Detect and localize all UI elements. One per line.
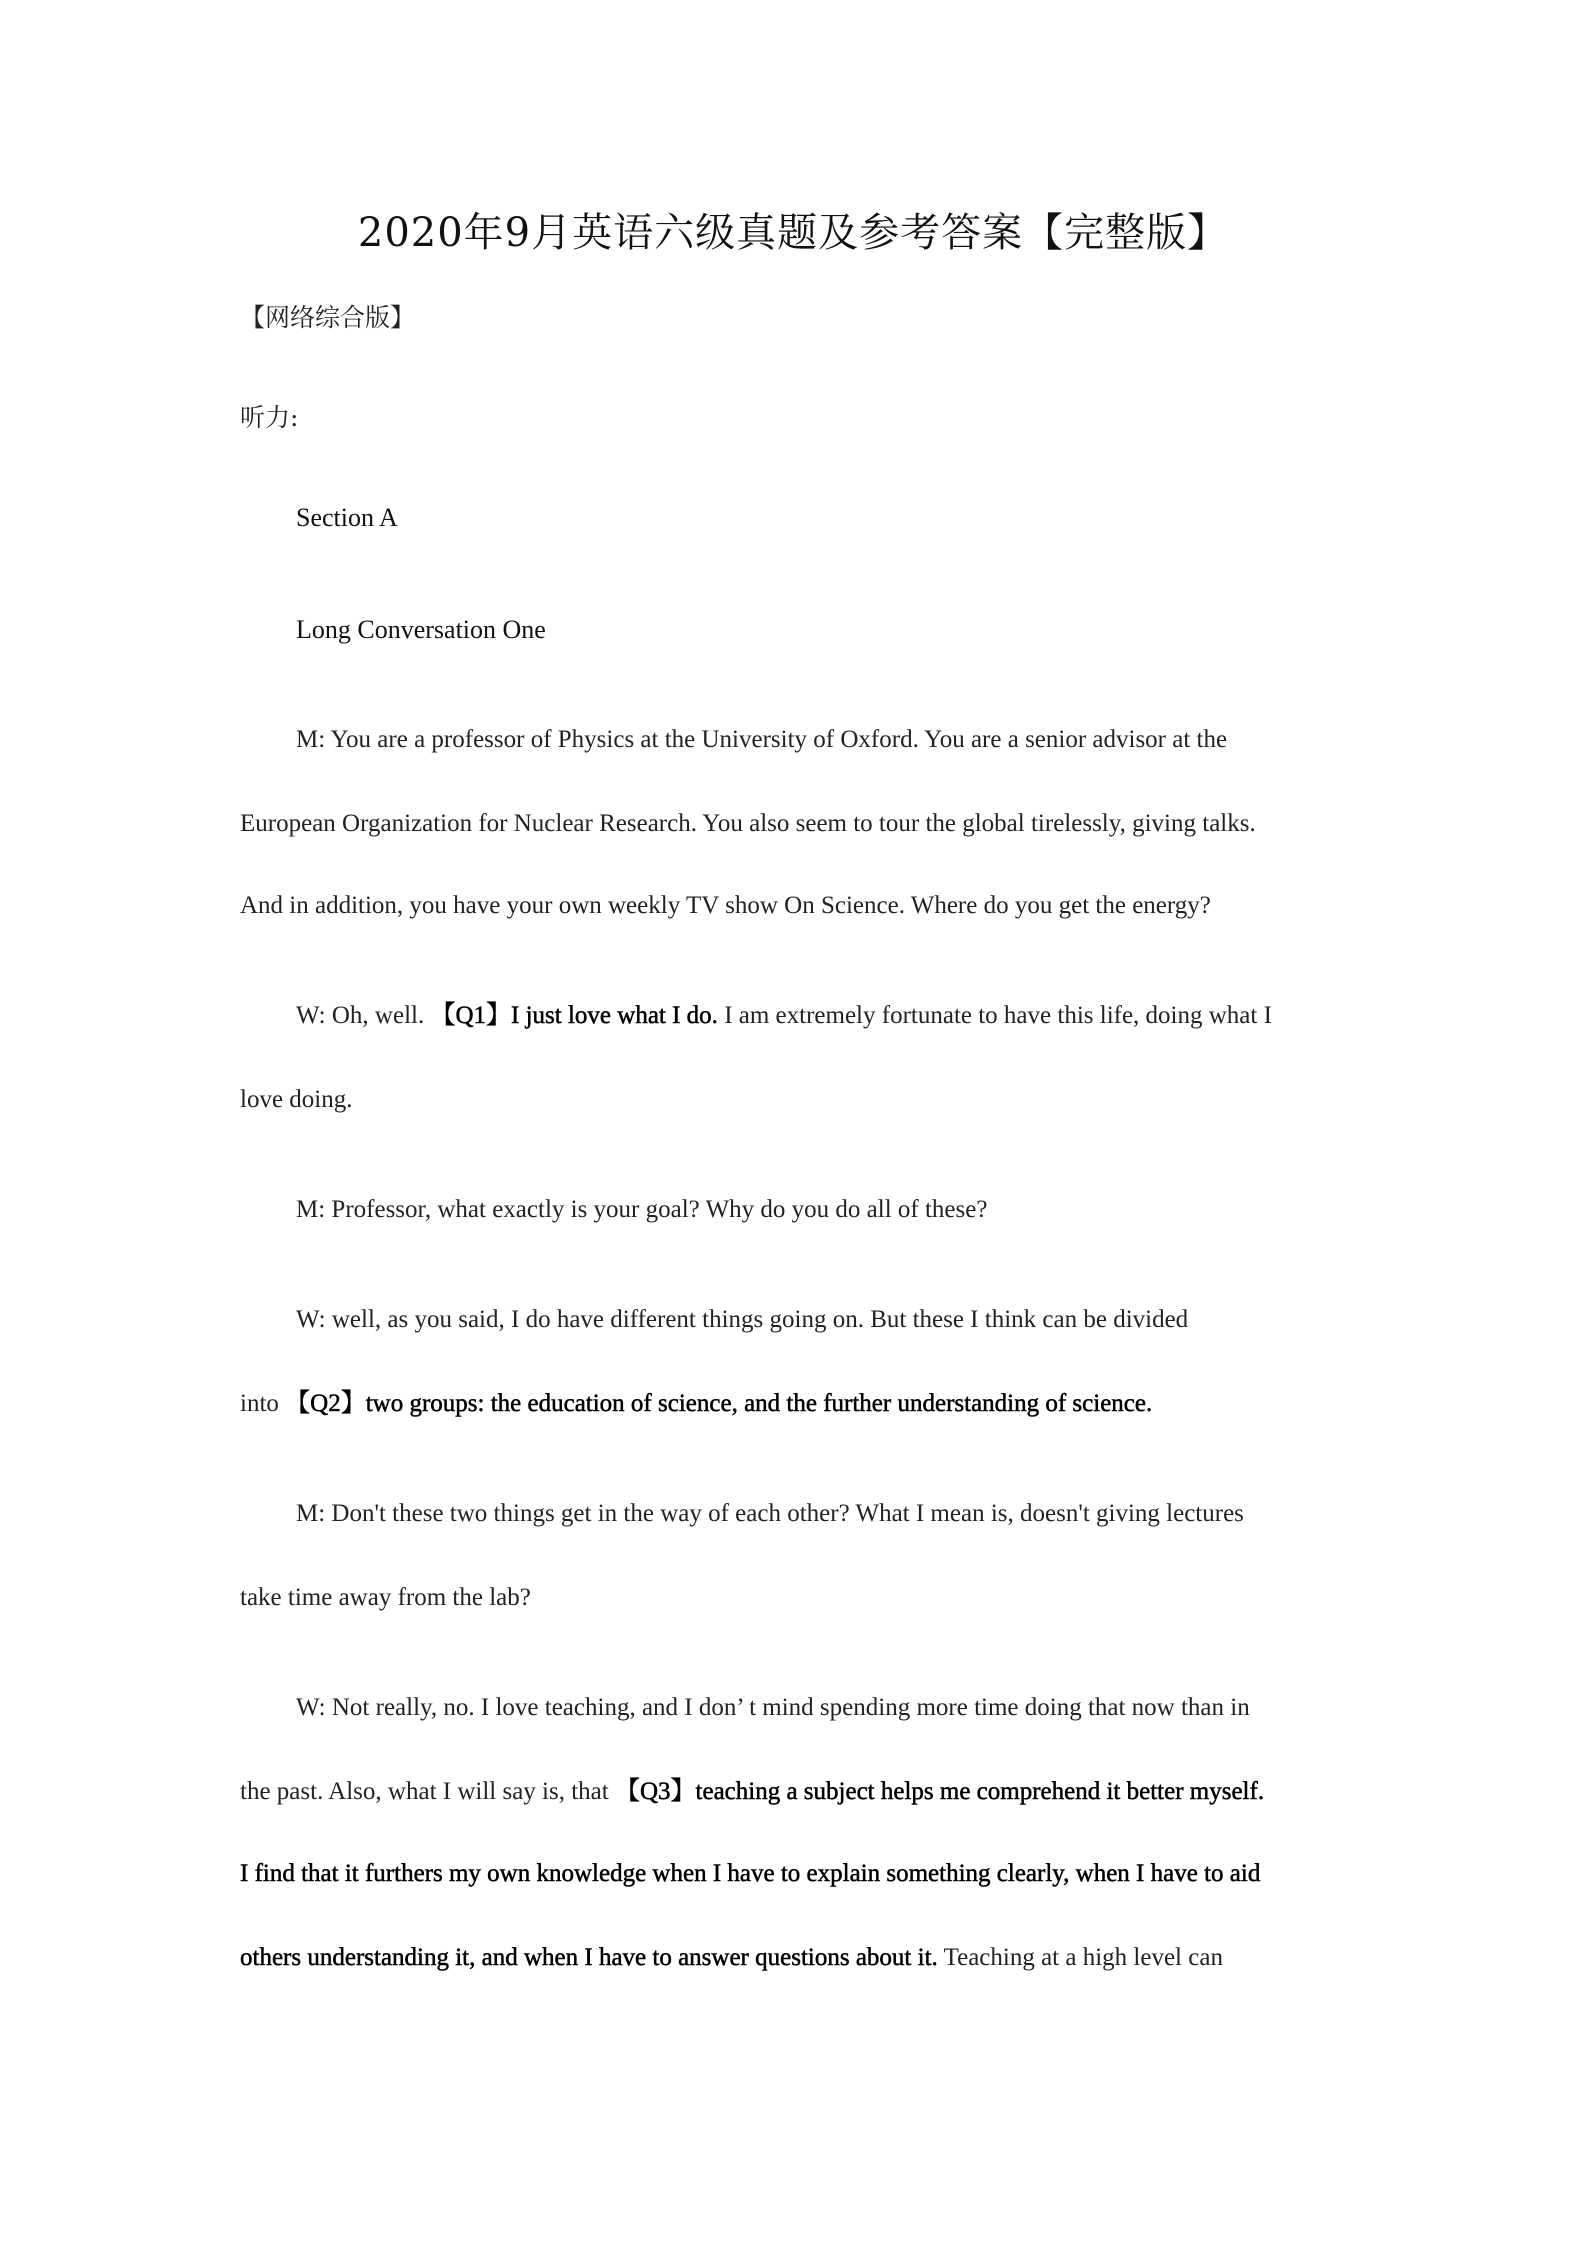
- text-run: I am extremely fortunate to have this life, doing what I: [717, 1002, 1272, 1029]
- section-heading: Section A: [296, 503, 398, 532]
- paragraph-line: [240, 1386, 1360, 1422]
- paragraph-line: W: well, as you said, I do have different things going on. But these I think can be divided: [296, 1306, 1189, 1333]
- paragraph-line: [240, 1774, 1360, 1810]
- paragraph-line: love doing.: [240, 1086, 353, 1113]
- paragraph-line: [240, 1940, 1360, 1976]
- text-run: Teaching at a high level can: [937, 1944, 1223, 1971]
- conversation-heading: Long Conversation One: [296, 615, 546, 644]
- paragraph-line: M: You are a professor of Physics at the University of Oxford. You are a senior advisor at the: [296, 726, 1228, 753]
- answer-highlight: others understanding it, and when I have to answer questions about it.: [240, 1944, 938, 1971]
- text-run: the past. Also, what I will say is, that: [240, 1778, 615, 1805]
- paragraph-line: [296, 998, 1416, 1034]
- edition-label: 【网络综合版】: [240, 303, 416, 332]
- part-label: 听力:: [240, 403, 299, 432]
- paragraph-line: M: Professor, what exactly is your goal? Why do you do all of these?: [296, 1196, 988, 1223]
- paragraph-line: M: Don't these two things get in the way of each other? What I mean is, doesn't giving lectures: [296, 1500, 1244, 1527]
- answer-highlight: 【Q1】I just love what I do.: [430, 1002, 718, 1029]
- answer-highlight: I find that it furthers my own knowledge when I have to explain something clearly, when I have to aid: [240, 1860, 1261, 1887]
- paragraph-line: W: Not really, no. I love teaching, and I don’ t mind spending more time doing that now than in: [296, 1694, 1250, 1721]
- paragraph-line: And in addition, you have your own weekly TV show On Science. Where do you get the energy?: [240, 892, 1211, 919]
- paragraph-line: European Organization for Nuclear Research. You also seem to tour the global tirelessly, giving talks.: [240, 810, 1256, 837]
- text-run: W: Oh, well.: [296, 1002, 431, 1029]
- answer-highlight: 【Q2】two groups: the education of science, and the further understanding of science.: [285, 1390, 1153, 1417]
- text-run: into: [240, 1390, 286, 1417]
- answer-highlight: 【Q3】teaching a subject helps me comprehend it better myself.: [614, 1778, 1265, 1805]
- page-title: 2020年9月英语六级真题及参考答案【完整版】: [357, 210, 1229, 256]
- paragraph-line: take time away from the lab?: [240, 1584, 531, 1611]
